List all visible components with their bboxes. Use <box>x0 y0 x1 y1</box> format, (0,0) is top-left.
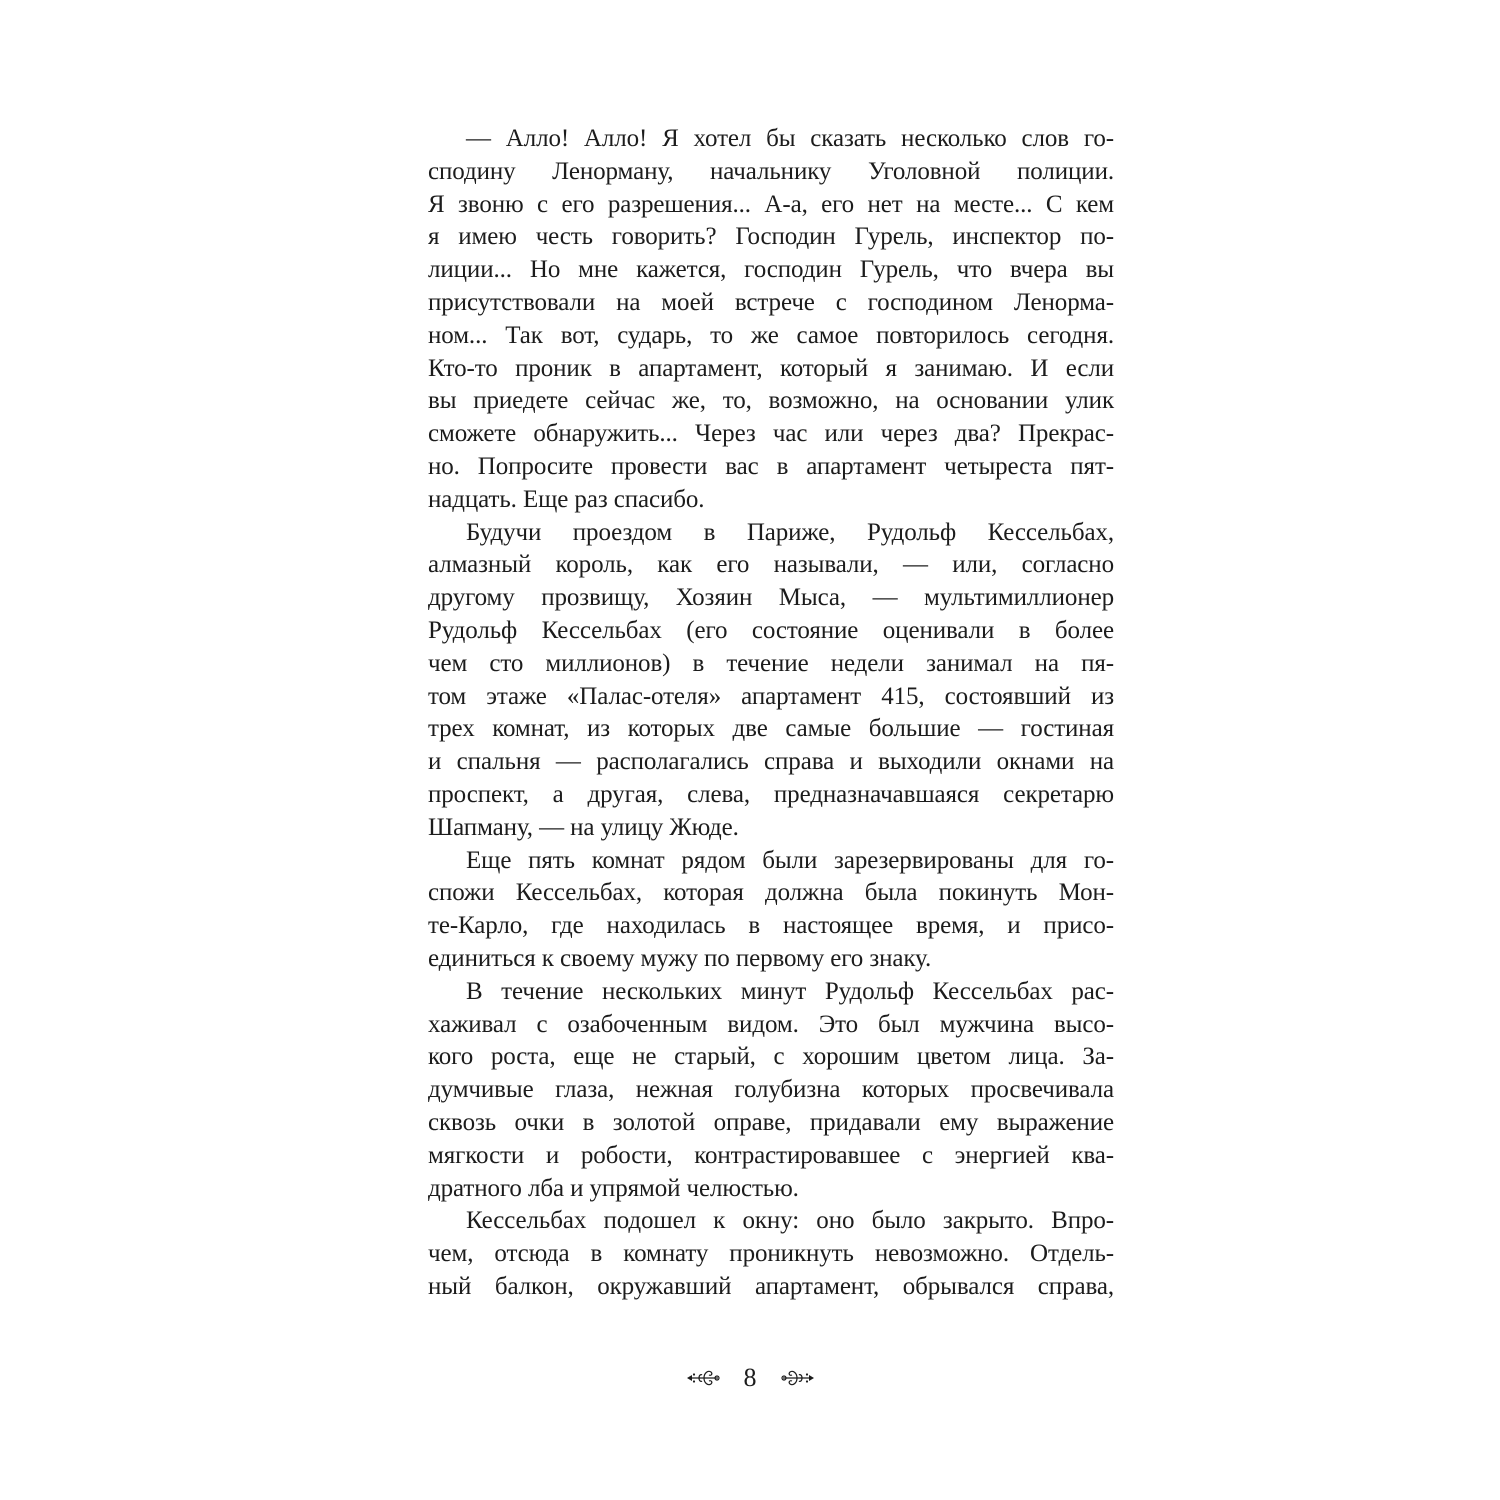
text-line: кого роста, еще не старый, с хорошим цветом лица. За- <box>428 1043 1114 1071</box>
text-line: сквозь очки в золотой оправе, придавали ему выражение <box>428 1108 1114 1136</box>
text-line: чем, отсюда в комнату проникнуть невозможно. Отдель- <box>428 1240 1114 1268</box>
fleuron-right-icon <box>779 1366 815 1390</box>
text-line: — Алло! Алло! Я хотел бы сказать несколько слов го- <box>466 125 1114 152</box>
paragraph <box>428 845 1114 976</box>
text-line: единиться к своему мужу по первому его знаку. <box>428 944 932 972</box>
text-line: ный балкон, окружавший апартамент, обрывался справа, <box>428 1272 1114 1300</box>
text-line: и спальня — располагались справа и выходили окнами на <box>428 748 1114 776</box>
text-line: Шапману, — на улицу Жюде. <box>428 813 739 841</box>
paragraph <box>428 976 1114 1206</box>
text-line: алмазный король, как его называли, — или, согласно <box>428 551 1114 579</box>
text-line: чем сто миллионов) в течение недели занимал на пя- <box>428 649 1114 677</box>
page-number: 8 <box>743 1363 757 1392</box>
text-line: другому прозвищу, Хозяин Мыса, — мультимиллионер <box>428 584 1114 612</box>
text-line: вы приедете сейчас же, то, возможно, на основании улик <box>428 387 1114 415</box>
text-line: том этаже «Палас-отеля» апартамент 415, состоявший из <box>428 682 1114 710</box>
text-line: спожи Кессельбах, которая должна была покинуть Мон- <box>428 879 1114 907</box>
text-line: проспект, а другая, слева, предназначавшаяся секретарю <box>428 780 1114 808</box>
text-line: Я звоню с его разрешения... А-а, его нет на месте... С кем <box>428 190 1114 218</box>
text-line: хаживал с озабоченным видом. Это был мужчина высо- <box>428 1010 1114 1038</box>
text-line: надцать. Еще раз спасибо. <box>428 485 705 513</box>
text-line: Кессельбах подошел к окну: оно было закрыто. Впро- <box>466 1207 1114 1235</box>
text-line: думчивые глаза, нежная голубизна которых просвечивала <box>428 1076 1114 1104</box>
text-line: Будучи проездом в Париже, Рудольф Кессельбах, <box>466 518 1114 546</box>
text-line: те-Карло, где находилась в настоящее время, и присо- <box>428 912 1114 940</box>
text-line: ном... Так вот, сударь, то же самое повторилось сегодня. <box>428 321 1114 349</box>
text-line: сможете обнаружить... Через час или через два? Прекрас- <box>428 420 1114 448</box>
paragraph <box>428 1205 1114 1303</box>
text-line: присутствовали на моей встрече с господином Ленорма- <box>428 288 1114 316</box>
text-line: Кто-то проник в апартамент, который я занимаю. И если <box>428 354 1114 382</box>
paragraph <box>428 517 1114 845</box>
text-line: дратного лба и упрямой челюстью. <box>428 1174 799 1202</box>
text-line: трех комнат, из которых две самые большие — гостиная <box>428 715 1114 743</box>
paragraph <box>428 123 1114 517</box>
text-line: я имею честь говорить? Господин Гурель, инспектор по- <box>428 223 1114 251</box>
text-line: сподину Ленорману, начальнику Уголовной полиции. <box>428 157 1114 185</box>
text-line: но. Попросите провести вас в апартамент четыреста пят- <box>428 452 1114 480</box>
text-line: В течение нескольких минут Рудольф Кессельбах рас- <box>466 977 1114 1005</box>
text-line: Еще пять комнат рядом были зарезервированы для го- <box>466 846 1114 874</box>
text-line: Рудольф Кессельбах (его состояние оценивали в более <box>428 616 1114 644</box>
page-footer <box>0 1360 1500 1396</box>
text-line: мягкости и робости, контрастировавшее с энергией ква- <box>428 1141 1114 1169</box>
fleuron-left-icon <box>686 1366 722 1390</box>
text-line: лиции... Но мне кажется, господин Гурель, что вчера вы <box>428 256 1114 284</box>
body-text <box>428 123 1114 1304</box>
